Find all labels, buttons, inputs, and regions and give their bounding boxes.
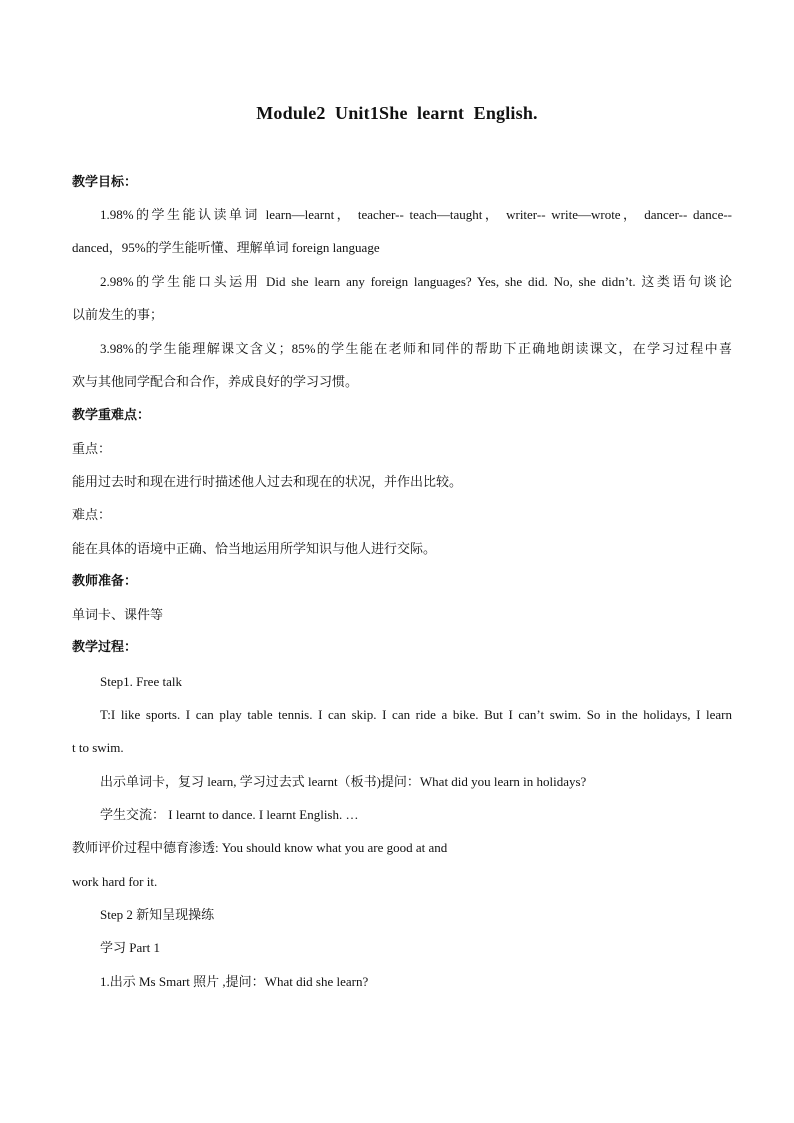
page-title: Module2 Unit1She learnt English. [256, 103, 538, 123]
part1-label: 学习 Part 1 [100, 940, 160, 955]
photo-question-line: 1.出示 Ms Smart 照片 ,提问：What did she learn? [100, 974, 369, 989]
prep-text: 单词卡、课件等 [72, 607, 164, 622]
key-point-text: 能用过去时和现在进行时描述他人过去和现在的状况，并作出比较。 [72, 474, 463, 489]
objective-2-line-1: 2.98%的学生能口头运用 Did she learn any foreign languages? Yes, she did. No, she didn’t. 这类语句谈论 [100, 274, 732, 289]
difficult-point-text: 能在具体的语境中正确、恰当地运用所学知识与他人进行交际。 [72, 541, 437, 556]
teacher-eval-line-2: work hard for it. [72, 874, 158, 889]
key-points-heading: 教学重难点： [72, 408, 151, 423]
process-heading: 教学过程： [72, 640, 138, 655]
student-exchange-line: 学生交流： I learnt to dance. I learnt English. … [100, 807, 359, 822]
key-point-label: 重点： [72, 441, 112, 456]
objective-3-line-2: 欢与其他同学配合和合作，养成良好的学习习惯。 [72, 374, 359, 389]
teacher-talk-line-2: t to swim. [72, 740, 124, 755]
step1-title: Step1. Free talk [100, 674, 182, 689]
objective-3-line-1: 3.98%的学生能理解课文含义；85%的学生能在老师和同伴的帮助下正确地朗读课文，在学习过程中喜 [100, 341, 732, 356]
teacher-eval-line-1: 教师评价过程中德育渗透: You should know what you are good at and [72, 840, 448, 855]
word-card-line: 出示单词卡，复习 learn, 学习过去式 learnt（板书)提问：What did you learn in holidays? [100, 774, 587, 789]
teacher-talk-line-1: T:I like sports. I can play table tennis. I can skip. I can ride a bike. But I can’t swim. So in the holidays, I learn [100, 707, 732, 722]
prep-heading: 教师准备： [72, 574, 138, 589]
objective-1-line-2: danced，95%的学生能听懂、理解单词 foreign language [72, 240, 380, 255]
objective-1-line-1: 1.98%的学生能认读单词 learn—learnt， teacher-- teach—taught， writer-- write—wrote， dancer-- dance-- [100, 207, 732, 222]
step2-title: Step 2 新知呈现操练 [100, 907, 215, 922]
difficult-point-label: 难点： [72, 507, 112, 522]
objectives-heading: 教学目标： [72, 175, 138, 190]
objective-2-line-2: 以前发生的事； [72, 307, 164, 322]
